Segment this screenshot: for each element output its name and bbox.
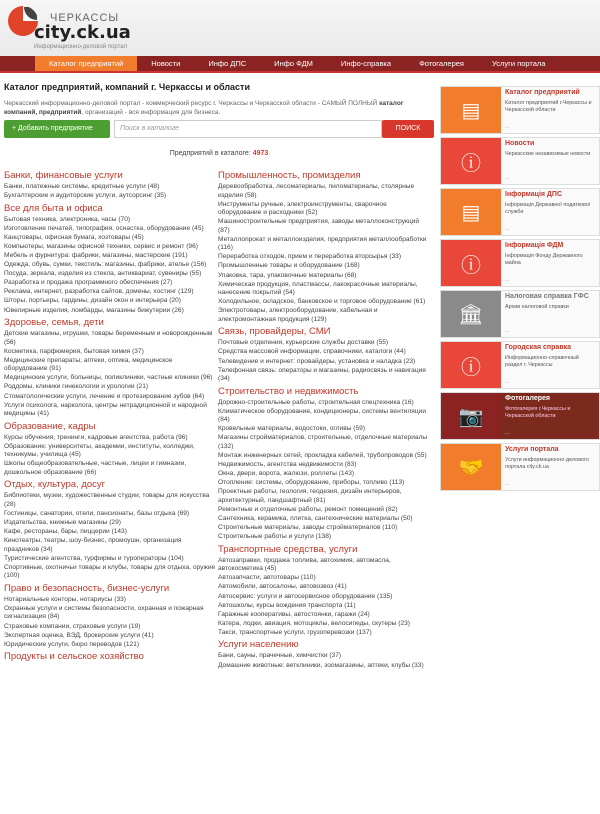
category-title[interactable]: Продукты и сельское хозяйство [4, 651, 144, 663]
sidebar-box-more[interactable]: ... [505, 226, 510, 232]
category-link[interactable]: Роддомы, клиники гинекологии и урологии (21) [4, 383, 149, 391]
category-link[interactable]: Туристические агентства, турфирмы и туроператоры (104) [4, 554, 184, 562]
category-title[interactable]: Здоровье, семья, дети [4, 317, 104, 329]
nav-item-4[interactable]: Инфо ФДМ [274, 59, 313, 68]
category-link[interactable]: Машиностроительные предприятия, заводы металлоконструкций (87) [218, 218, 420, 234]
category-link[interactable]: Шторы, портьеры, гардины, дизайн окон и интерьера (20) [4, 297, 181, 305]
sidebar-box[interactable] [440, 290, 600, 338]
handshake-icon: 🤝 [441, 444, 501, 490]
category-link[interactable]: Медицинские препараты, аптеки, оптика, медицинское оборудование (91) [4, 356, 173, 373]
category-link[interactable]: Деревообработка, лесоматериалы, пиломатериалы, столярные изделия (58) [218, 183, 415, 199]
sidebar-box-title[interactable]: Услуги портала [505, 446, 559, 453]
intro-text [4, 100, 434, 117]
category-link[interactable]: Нотариальные конторы, нотариусы (33) [4, 595, 126, 603]
category-link[interactable]: Охранные услуги и системы безопасности, охранная и пожарная сигнализация (84) [4, 604, 204, 621]
category-link[interactable]: Одежда, обувь, сумки, текстиль: магазины, фабрики, ателье (156) [4, 261, 207, 269]
sidebar-box-more[interactable]: ... [505, 379, 510, 385]
category-link[interactable]: Промышленные товары и оборудование (168) [218, 262, 360, 270]
logo-city: ЧЕРКАССЫ [50, 12, 120, 24]
page-title: Каталог предприятий, компаний г. Черкассы и области [4, 82, 250, 92]
sidebar-box-more[interactable]: ... [505, 175, 510, 181]
category-link[interactable]: Банки, платежные системы, кредитные услуги (48) [4, 183, 160, 190]
sidebar-box-title[interactable]: Новости [505, 140, 535, 147]
category-link[interactable]: Детские магазины, игрушки, товары беременным и новорожденным (56) [4, 330, 213, 346]
category-title[interactable]: Отдых, культура, досуг [4, 479, 106, 491]
nav-item-3[interactable]: Инфо ДПС [208, 59, 247, 68]
sidebar-box-desc: Черкасские независимые новости [505, 151, 591, 157]
category-link[interactable]: Посуда, зеркала, изделия из стекла, антиквариат, сувениры (55) [4, 270, 202, 278]
sidebar-box-title[interactable]: Городская справка [505, 344, 572, 351]
category-link[interactable]: Переработка отходов, прием и переработка вторсырья (33) [218, 253, 402, 261]
logo-domain[interactable]: city.ck.ua [34, 22, 131, 43]
category-link[interactable]: Упаковка, тара, упаковочные материалы (68) [218, 271, 357, 279]
sidebar-box-desc: Информационно-справочный раздел г. Черкассы [505, 355, 579, 368]
category-link[interactable]: Юридические услуги, бюро переводов (121) [4, 640, 140, 648]
category-link[interactable]: Курсы обучения, тренинги, кадровые агентства, работа (96) [4, 433, 188, 441]
category-link[interactable]: Образование: университеты, академии, институты, колледжи, техникумы, училища (45) [4, 442, 195, 459]
category-link[interactable]: Гаражные кооперативы, автостоянки, гаражи (24) [218, 610, 370, 618]
sidebar-box[interactable] [440, 239, 600, 287]
bank-icon: 🏛 [441, 291, 501, 337]
category-link[interactable]: Ремонтные и отделочные работы, ремонт помещений (82) [218, 505, 398, 513]
category-link[interactable]: Электротовары, электрооборудование, кабельная и электромонтажная продукция (129) [218, 307, 378, 323]
category-link[interactable]: Домашние животные: ветклиники, зоомагазины, аптеки, клубы (33) [218, 661, 424, 669]
intro-end: , организаций - вся информация для бизнеса. [81, 108, 221, 116]
nav-item-1[interactable]: Каталог предприятий [35, 56, 137, 71]
category-title[interactable]: Услуги населению [218, 639, 299, 651]
count-label: Предприятий в каталоге: [169, 150, 253, 157]
category-link[interactable]: Отопление: системы, оборудование, приборы, топливо (113) [218, 479, 405, 487]
category-link[interactable]: Окна, двери, ворота, жалюзи, роллеты (143) [218, 470, 355, 478]
category-link[interactable]: Ювелирные изделия, ломбарды, магазины бижутерии (26) [4, 306, 184, 314]
category-link[interactable]: Бани, сауны, прачечные, химчистки (37) [218, 652, 342, 660]
sidebar-box-desc: Услуги информационно-делового портала city.ck.ua [505, 457, 589, 470]
category-link[interactable]: Холодильное, складское, банковское и торговое оборудование (61) [218, 298, 426, 306]
catalog-column-left [4, 168, 216, 664]
sidebar [440, 86, 600, 494]
nav-item-2[interactable]: Новости [151, 59, 181, 68]
category-link[interactable]: Мебель и фурнитура: фабрики, магазины, мастерские (191) [4, 251, 188, 259]
nav-item-7[interactable]: Услуги портала [492, 59, 546, 68]
category-link[interactable]: Автозапчасти, автотовары (110) [218, 574, 316, 582]
sidebar-box-more[interactable]: ... [505, 124, 510, 130]
category-link[interactable]: Автосервис: услуги и автосервисное оборудование (135) [218, 592, 393, 600]
intro-bold: каталог компаний, предприятий [4, 100, 404, 116]
sidebar-box-more[interactable]: ... [505, 430, 510, 436]
header [0, 0, 600, 56]
category-link[interactable]: Бытовая техника, электроника, часы (70) [4, 215, 131, 223]
category-link[interactable]: Дорожно-строительные работы, строительная спецтехника (16) [218, 398, 414, 406]
category-link[interactable]: Строительные материалы, заводы стройматериалов (110) [218, 524, 398, 532]
category-link[interactable]: Реклама, интернет, разработка сайтов, домены, хостинг (129) [4, 288, 194, 296]
category-link[interactable]: Канцтовары, офисная бумага, хозтовары (45) [4, 233, 144, 241]
category-link[interactable]: Сантехника, керамика, плитка, сантехнические материалы (50) [218, 515, 413, 523]
sidebar-box[interactable] [440, 86, 600, 134]
info-icon: ⓘ [441, 138, 501, 184]
sidebar-box[interactable] [440, 188, 600, 236]
sidebar-box-more[interactable]: ... [505, 481, 510, 487]
category-title[interactable]: Строительство и недвижимость [218, 385, 359, 397]
sidebar-box-title[interactable]: Каталог предприятий [505, 89, 580, 96]
catalog-icon: ▤ [441, 189, 501, 235]
category-link[interactable]: Гостиницы, санатории, отели, пансионаты, базы отдыха (69) [4, 509, 190, 517]
category-link[interactable]: Спортивные, охотничьи товары и клубы, товары для отдыха, оружие (100) [4, 563, 216, 580]
category-link[interactable]: Климатическое оборудование, кондиционеры, системы вентиляции (84) [218, 407, 427, 424]
category-link[interactable]: Экспертная оценка, ВЭД, брокерские услуги (41) [4, 631, 154, 639]
count-value: 4973 [252, 150, 269, 157]
add-company-button[interactable]: + Добавить предприятие [4, 120, 110, 138]
sidebar-box-desc: Інформація Фонду Державного майна [505, 253, 583, 266]
category-link[interactable]: Услуги психолога, нарколога, центры нетрадиционной и народной медицины (41) [4, 401, 207, 418]
sidebar-box-desc: Інформація Державної податкової служби [505, 202, 591, 215]
category-title[interactable]: Все для быта и офиса [4, 202, 103, 214]
category-link[interactable]: Средства массовой информации, справочники, каталоги (44) [218, 348, 406, 356]
sidebar-box-title[interactable]: Налоговая справка ГФС [505, 293, 589, 300]
sidebar-box-desc: Фотогалерея г.Черкассы и Черкасской области [505, 406, 571, 419]
camera-icon: 📷 [441, 393, 501, 439]
sidebar-box-more[interactable]: ... [505, 277, 510, 283]
category-link[interactable]: Кровельные материалы, водостоки, огливы (59) [218, 425, 366, 433]
category-link[interactable]: Недвижимость, агентства недвижимости (83) [218, 461, 357, 469]
sidebar-box-title[interactable]: Фотогалерея [505, 395, 550, 402]
category-link[interactable]: Разработка и продажа программного обеспечения (27) [4, 279, 173, 287]
category-link[interactable]: Страховые компании, страховые услуги (19) [4, 622, 141, 630]
category-link[interactable]: Монтаж инженерных сетей, прокладка кабелей, трубопроводов (55) [218, 452, 427, 459]
category-link[interactable]: Компьютеры, магазины офисной техники, сервис и ремонт (96) [4, 242, 198, 250]
category-link[interactable]: Бухгалтерские и аудиторские услуги, аутсорсинг (35) [4, 192, 167, 200]
category-link[interactable]: Телефонная связь: операторы и магазины, радиосвязь и навигация (34) [218, 366, 426, 383]
main-nav [0, 56, 600, 73]
category-link[interactable]: Такси, транспортные услуги, грузоперевозки (137) [218, 628, 372, 636]
category-link[interactable]: Катера, лодки, авиация, мотоциклы, велосипеды, скутеры (23) [218, 619, 410, 627]
search-bar [4, 120, 434, 138]
catalog-icon: ▤ [441, 87, 501, 133]
category-title[interactable]: Право и безопасность, бизнес-услуги [4, 582, 170, 594]
category-link[interactable]: Химическая продукция, пластмассы, лакокрасочные материалы, нанесение покрытий (54) [218, 280, 418, 297]
sidebar-box[interactable] [440, 137, 600, 185]
category-link[interactable]: Автошколы, курсы вождения транспорта (11) [218, 601, 356, 609]
sidebar-box[interactable] [440, 341, 600, 389]
sidebar-box-desc: Архив налоговой справки [505, 304, 569, 310]
category-link[interactable]: Проектные работы, геология, геодезия, дизайн интерьеров, архитектурный, ландшафтный (81) [218, 488, 402, 504]
category-title[interactable]: Связь, провайдеры, СМИ [218, 326, 331, 338]
search-input[interactable]: Поиск в каталоге [114, 120, 382, 138]
nav-item-6[interactable]: Фотогалерея [419, 59, 464, 68]
category-link[interactable]: Изготовление печатей, типография, оснастка, оборудование (45) [4, 224, 204, 232]
catalog-column-right [218, 168, 430, 671]
category-title[interactable]: Образование, кадры [4, 420, 96, 432]
category-link[interactable]: Почтовые отделения, курьерские службы доставки (55) [218, 339, 389, 347]
category-link[interactable]: Косметика, парфюмерия, бытовая химия (37) [4, 347, 144, 355]
category-link[interactable]: Металлопрокат и металлоизделия, предприятия металлообработки (116) [218, 235, 427, 252]
category-link[interactable]: Библиотеки, музеи, художественные студии, товары для искусства (28) [4, 492, 210, 508]
sidebar-box-more[interactable]: ... [505, 328, 510, 334]
category-link[interactable]: Кафе, рестораны, бары, пиццерии (143) [4, 528, 127, 536]
category-link[interactable]: Школы общеобразовательные, частные, лицеи и гимназии, дошкольное образование (66) [4, 460, 187, 476]
sidebar-box[interactable] [440, 443, 600, 491]
sidebar-box-title[interactable]: Інформація ДПС [505, 191, 562, 198]
category-link[interactable]: Медицинские услуги, больницы, поликлиники, частные клиники (96) [4, 374, 213, 382]
category-link[interactable]: Строительные работы и услуги (138) [218, 533, 332, 541]
category-link[interactable]: Автозаправки, продажа топлива, автохимия, автомасла, автокосметика (45) [218, 556, 391, 573]
category-title[interactable]: Промышленность, промизделия [218, 170, 361, 181]
main-content [4, 82, 434, 669]
intro-plain: Черкасский информационно-деловой портал - коммерческий ресурс г. Черкассы и Черкасской области - САМЫЙ ПОЛНЫЙ [4, 100, 380, 107]
search-button[interactable]: ПОИСК [382, 120, 434, 138]
company-count [4, 150, 434, 157]
category-link[interactable]: Автомобили, автосалоны, автовозвоз (41) [218, 583, 347, 591]
sidebar-box[interactable] [440, 392, 600, 440]
info-icon: ⓘ [441, 342, 501, 388]
category-title[interactable]: Банки, финансовые услуги [4, 170, 123, 181]
category-link[interactable]: Кинотеатры, театры, шоу-бизнес, промоушн, организация праздников (34) [4, 537, 182, 553]
logo-tagline: Информационно-деловой портал [34, 44, 128, 50]
category-link[interactable]: Магазины стройматериалов, строительные, отделочные материалы (132) [218, 434, 428, 450]
category-link[interactable]: Телевидение и интернет: провайдеры, установка и наладка (23) [218, 357, 416, 365]
category-link[interactable]: Инструменты ручные, электроинструменты, сварочное оборудование и расходники (52) [218, 200, 387, 217]
info-icon: ⓘ [441, 240, 501, 286]
category-link[interactable]: Стоматологические услуги, лечение и протезирование зубов (64) [4, 392, 205, 400]
sidebar-box-title[interactable]: Інформація ФДМ [505, 242, 564, 249]
nav-item-5[interactable]: Инфо-справка [340, 59, 392, 68]
category-link[interactable]: Издательства, книжные магазины (29) [4, 518, 121, 526]
sidebar-box-desc: Каталог предприятий г.Черкассы и Черкасской области [505, 100, 592, 113]
category-title[interactable]: Транспортные средства, услуги [218, 543, 358, 555]
